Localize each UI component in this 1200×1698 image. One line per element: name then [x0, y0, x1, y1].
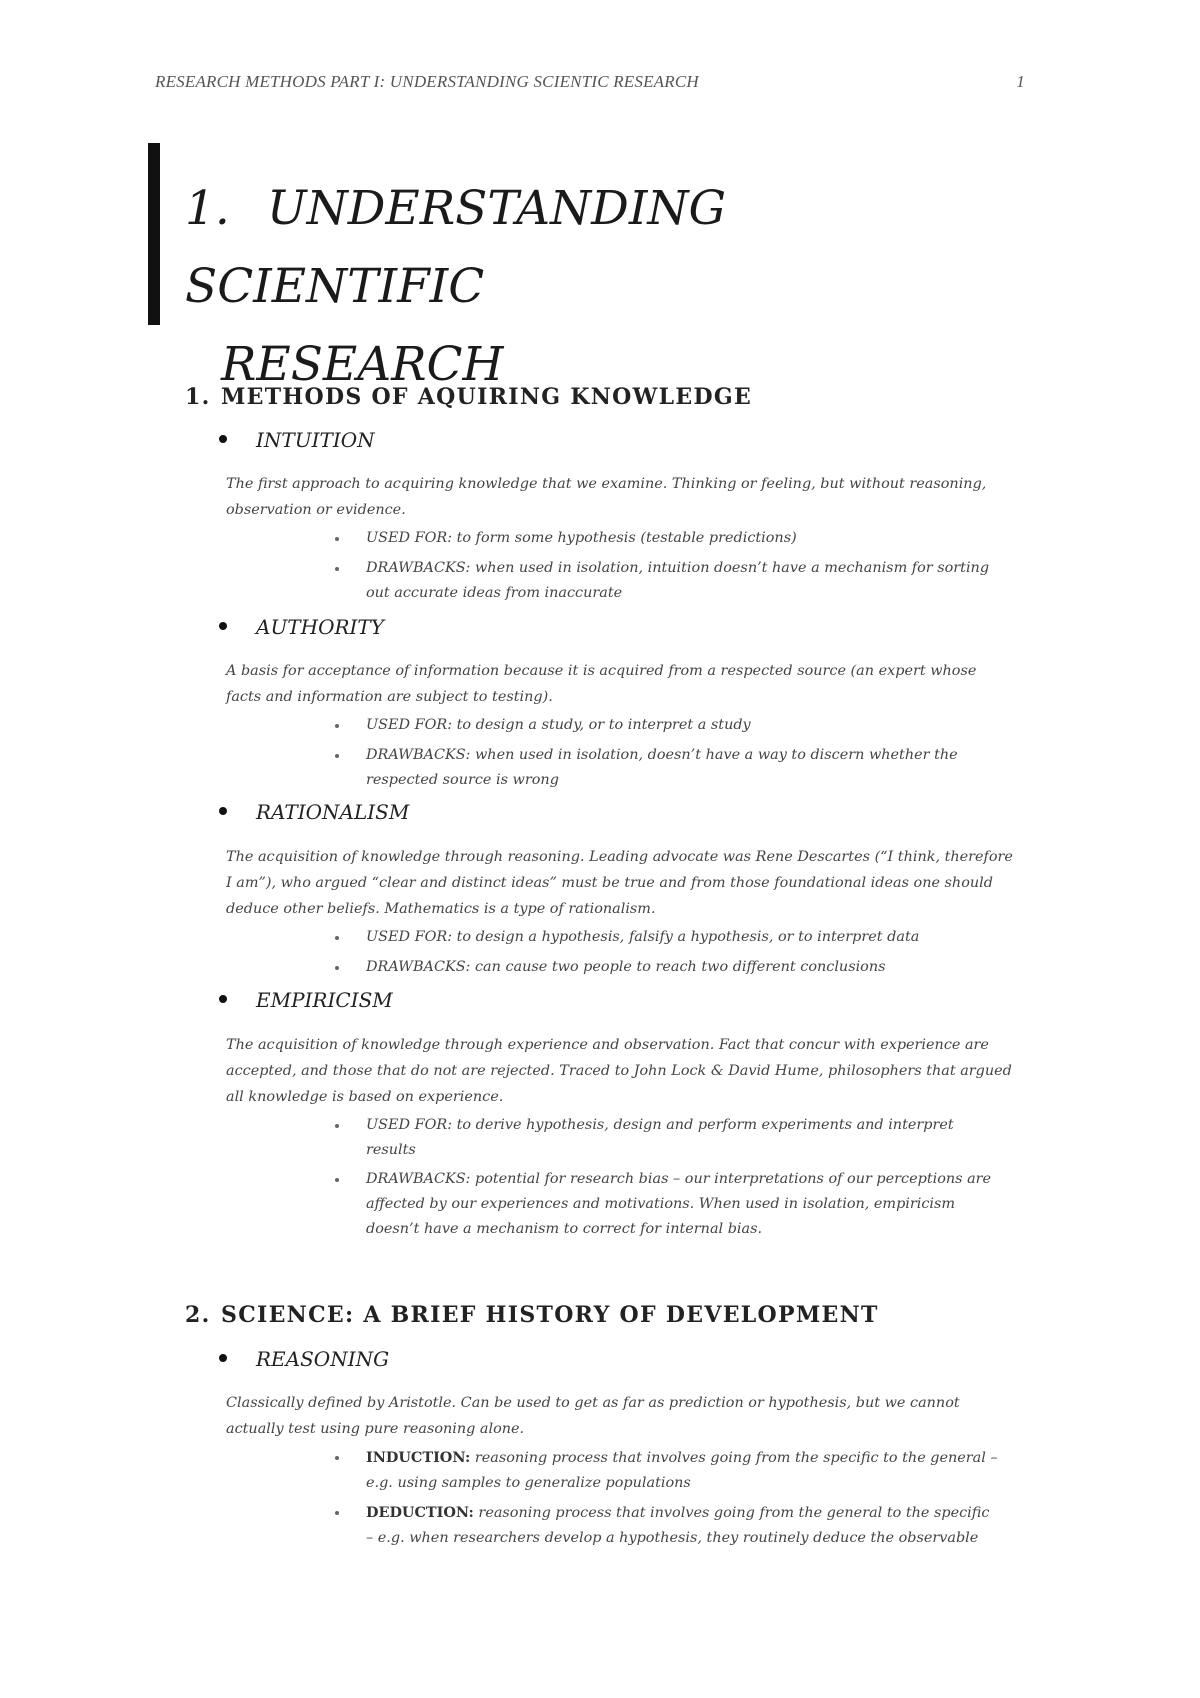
bullet-label: AUTHORITY — [256, 615, 384, 639]
bullet-empiricism — [219, 988, 393, 1012]
chapter-title — [185, 170, 1005, 404]
sub-bullet-dot — [335, 567, 339, 571]
sub-item-induction — [340, 1445, 1000, 1496]
paragraph-authority: A basis for acceptance of information because it is acquired from a respected source (an expert whose facts and information are subject to testing). — [226, 663, 977, 705]
sub-item-used-for — [340, 925, 1000, 950]
bullet-dot — [219, 995, 227, 1003]
bullet-dot — [219, 622, 227, 630]
sub-bullet-dot — [335, 537, 339, 541]
paragraph-intuition: The first approach to acquiring knowledge that we examine. Thinking or feeling, but without reasoning, observation or evidence. — [226, 476, 987, 518]
sub-item-text: USED FOR: to design a hypothesis, falsify a hypothesis, or to interpret data — [366, 929, 920, 945]
sub-item-text: USED FOR: to design a study, or to interpret a study — [366, 717, 751, 733]
sub-bullet-dot — [335, 936, 339, 940]
bullet-authority — [219, 615, 384, 639]
sub-item-text: DRAWBACKS: when used in isolation, intuition doesn’t have a mechanism for sorting out accurate ideas from inaccurate — [366, 560, 990, 601]
chapter-title-line1: UNDERSTANDING SCIENTIFIC — [185, 181, 727, 314]
section-heading-2 — [185, 1302, 879, 1328]
sub-item-drawbacks — [340, 955, 1000, 980]
bullet-dot — [219, 435, 227, 443]
sub-bullet-dot — [335, 966, 339, 970]
paragraph-reasoning: Classically defined by Aristotle. Can be used to get as far as prediction or hypothesis, but we cannot actually test using pure reasoning alone. — [226, 1395, 960, 1437]
sub-item-text: DRAWBACKS: potential for research bias – our interpretations of our perceptions are affected by our experiences and motivations. When used in isolation, empiricism doesn’t have a mechanism to correct for internal bias. — [366, 1171, 992, 1237]
term-deduction: DEDUCTION: — [366, 1504, 474, 1521]
section-title: METHODS OF AQUIRING KNOWLEDGE — [221, 384, 753, 410]
sub-item-drawbacks — [340, 743, 1000, 793]
induction-definition: reasoning process that involves going from the specific to the general – e.g. using samples to generalize populations — [366, 1450, 998, 1491]
section-number: 1. — [185, 384, 211, 410]
sub-item-deduction — [340, 1500, 1000, 1551]
bullet-dot — [219, 1354, 227, 1362]
running-header — [155, 72, 1025, 92]
bullet-rationalism — [219, 800, 409, 824]
section-title: SCIENCE: A BRIEF HISTORY OF DEVELOPMENT — [221, 1302, 879, 1328]
sub-item-used-for — [340, 713, 1000, 738]
sub-bullet-dot — [335, 1456, 339, 1460]
sub-item-used-for — [340, 1113, 1000, 1163]
paragraph-rationalism: The acquisition of knowledge through reasoning. Leading advocate was Rene Descartes (“I think, therefore I am”), who argued “clear and distinct ideas” must be true and from those foundational ideas one should deduce other beliefs. Mathematics is a type of rationalism. — [226, 849, 1013, 917]
sub-bullet-dot — [335, 1178, 339, 1182]
section-number: 2. — [185, 1302, 211, 1328]
bullet-label: INTUITION — [256, 428, 375, 452]
sub-bullet-dot — [335, 1124, 339, 1128]
bullet-dot — [219, 807, 227, 815]
term-induction: INDUCTION: — [366, 1449, 471, 1466]
paragraph-empiricism: The acquisition of knowledge through experience and observation. Fact that concur with experience are accepted, and those that do not are rejected. Traced to John Lock & David Hume, philosophers that argued all knowledge is based on experience. — [226, 1037, 1012, 1105]
bullet-intuition — [219, 428, 375, 452]
chapter-number: 1. — [185, 181, 230, 236]
chapter-title-line2: RESEARCH — [221, 337, 504, 392]
sub-bullet-dot — [335, 1511, 339, 1515]
sub-item-text: USED FOR: to form some hypothesis (testable predictions) — [366, 530, 797, 546]
sub-bullet-dot — [335, 754, 339, 758]
bullet-label: REASONING — [256, 1347, 390, 1371]
deduction-definition: reasoning process that involves going from the general to the specific – e.g. when researchers develop a hypothesis, they routinely deduce the observable — [366, 1505, 990, 1546]
sub-item-drawbacks — [340, 1167, 1000, 1242]
sub-item-text — [340, 1500, 1000, 1551]
sub-item-drawbacks — [340, 556, 1000, 606]
title-accent-bar — [148, 143, 160, 325]
sub-item-text: USED FOR: to derive hypothesis, design and perform experiments and interpret results — [366, 1117, 954, 1158]
sub-item-text: DRAWBACKS: when used in isolation, doesn’t have a way to discern whether the respected source is wrong — [366, 747, 958, 788]
bullet-label: EMPIRICISM — [256, 988, 393, 1012]
running-title: RESEARCH METHODS PART I: UNDERSTANDING SCIENTIC RESEARCH — [155, 72, 699, 91]
sub-item-used-for — [340, 526, 1000, 551]
bullet-label: RATIONALISM — [256, 800, 410, 824]
sub-item-text: DRAWBACKS: can cause two people to reach two different conclusions — [366, 959, 886, 975]
page-number: 1 — [1016, 72, 1025, 91]
sub-item-text — [340, 1445, 1000, 1496]
sub-bullet-dot — [335, 724, 339, 728]
bullet-reasoning — [219, 1347, 389, 1371]
section-heading-1 — [185, 384, 752, 410]
